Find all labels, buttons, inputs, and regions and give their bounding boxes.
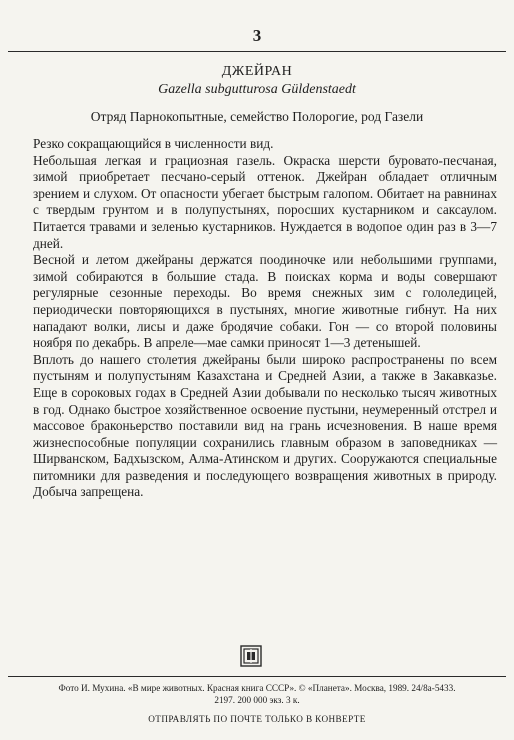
credits-line: 2197. 200 000 экз. 3 к. [214, 695, 300, 705]
top-divider [8, 51, 506, 52]
bottom-divider [8, 676, 506, 677]
paragraph: Вплоть до нашего столетия джейраны были широко распространены по всем пустыням и полупустыням Казахстана и Средней Азии, а также в Закавказье. Еще в сороковых годах в Средней Азии добывали по несколько тысяч животных в год. Однако быстрое хозяйственное освоение пустыни, неумеренный отстрел и массовое браконьерство поставили вид на грань исчезновения. В наше время жизнеспособные популяции сохранились главным образом в заповедниках — Ширванском, Бадхызском, Алма-Атинском и других. Сооружаются специальные питомники для разведения и последующего возвращения животных в природу. Добыча запрещена. [33, 351, 497, 500]
page-number: 3 [252, 26, 262, 45]
taxonomy-line: Отряд Парнокопытные, семейство Полорогие, род Газели [90, 109, 424, 124]
publisher-logo-icon [240, 645, 262, 667]
credits-line: Фото И. Мухина. «В мире животных. Красная книга СССР». © «Планета». Москва, 1989. 24/8а-5433. [58, 683, 456, 693]
species-title: ДЖЕЙРАН [221, 64, 293, 79]
publication-credits [18, 682, 496, 706]
paragraph: Резко сокращающийся в численности вид. [33, 136, 274, 151]
paragraph: Весной и летом джейраны держатся поодиночке или небольшими группами, зимой собираются в большие стада. В поисках корма и воды совершают регулярные сезонные переходы. Во время снежных зим с гололедицей, периодически повторяющихся в пустынях, многие животные гибнут. На них нападают волки, лисы и даже бродячие собаки. Гон — со второй половины ноября по декабрь. В апреле—мае самки приносят 1—3 детенышей. [33, 252, 497, 351]
mailing-note: ОТПРАВЛЯТЬ ПО ПОЧТЕ ТОЛЬКО В КОНВЕРТЕ [148, 714, 366, 724]
latin-name: Gazella subgutturosa Güldenstaedt [158, 82, 356, 97]
body-text [33, 136, 497, 501]
paragraph: Небольшая легкая и грациозная газель. Окраска шерсти буровато-песчаная, зимой приобретает песчано-серый оттенок. Джейран обладает отличным зрением и слухом. От опасности убегает быстрым галопом. Обитает на равнинах с твердым грунтом и в полупустынях, поросших кустарником и саксаулом. Питается травами и зеленью кустарников. Нуждается в водопое один раз в 3—7 дней. [33, 152, 497, 251]
